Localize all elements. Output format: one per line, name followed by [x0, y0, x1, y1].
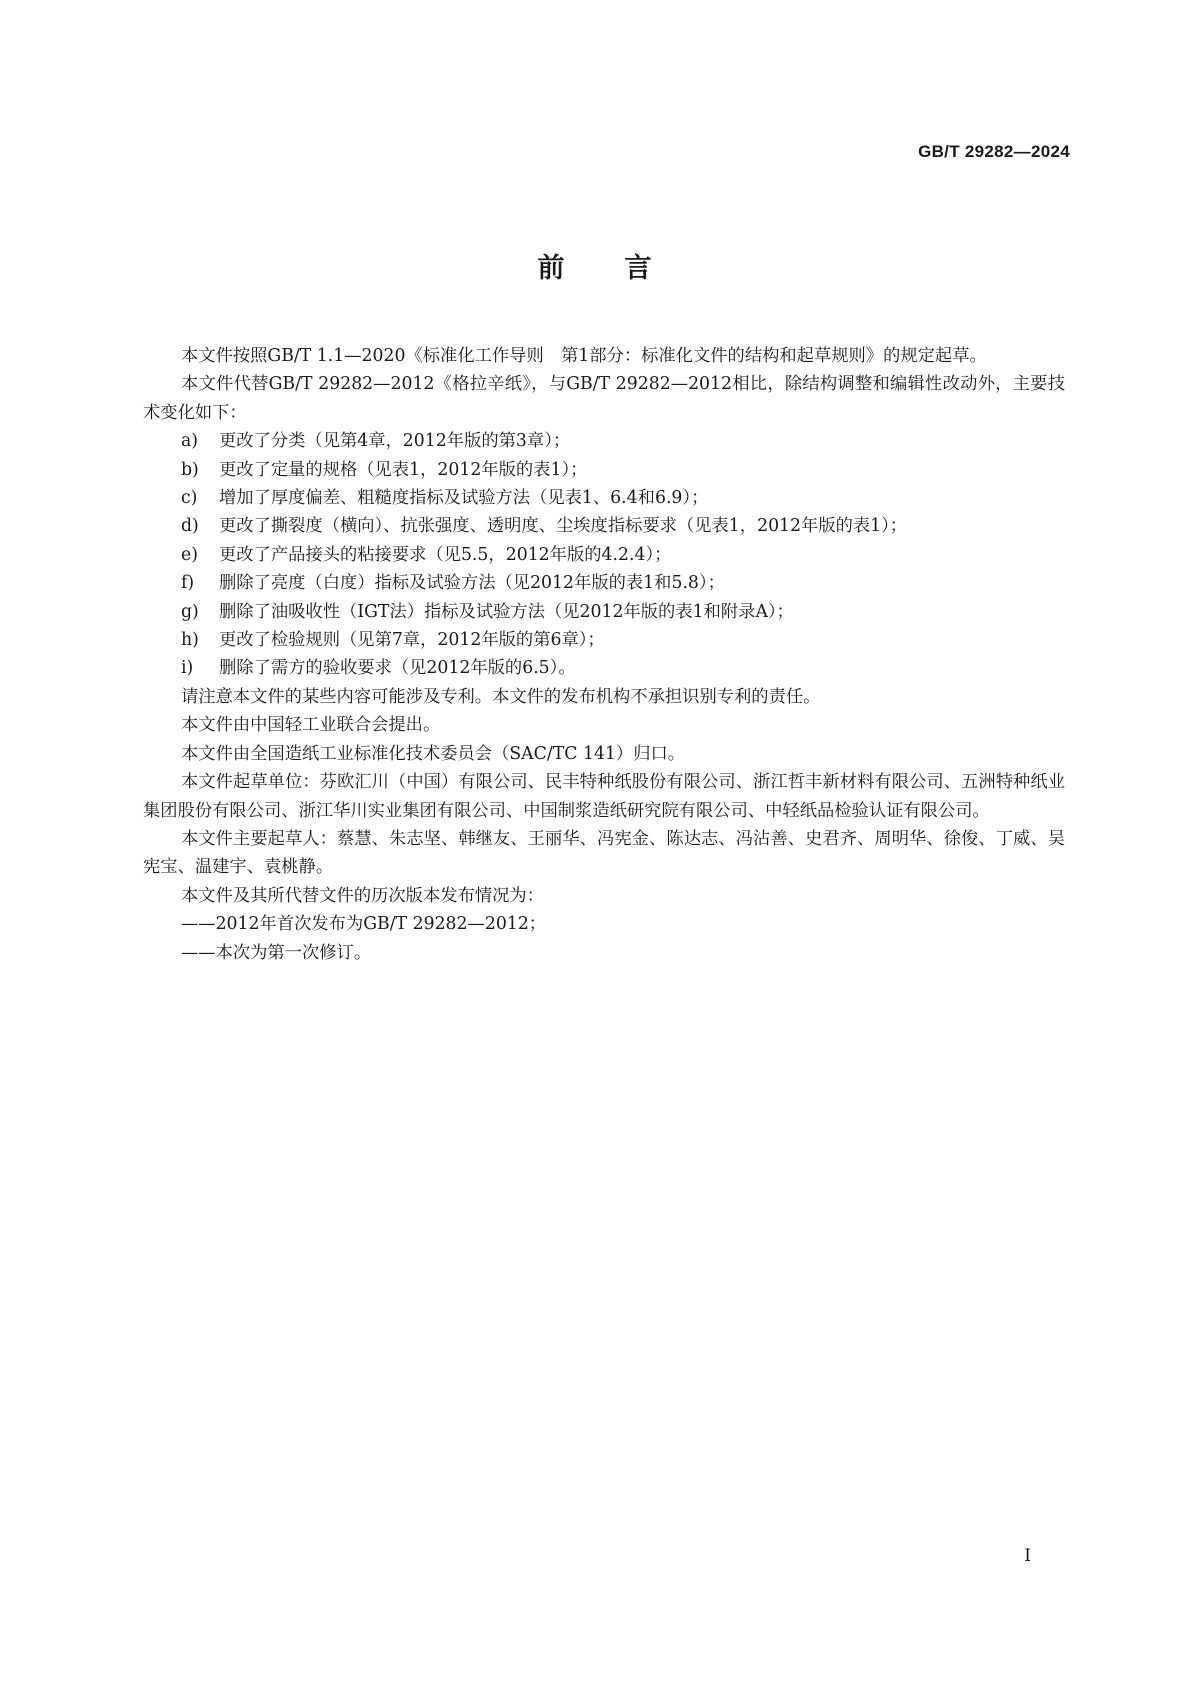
change-item: [143, 654, 1065, 682]
change-item: [143, 484, 1065, 512]
change-item: [143, 512, 1065, 540]
change-item-mark: a): [181, 431, 199, 452]
change-item-text: 更改了检验规则（见第7章，2012年版的第6章）；: [219, 630, 605, 651]
title-char-2: 言: [624, 253, 654, 284]
change-item-text: 删除了亮度（白度）指标及试验方法（见2012年版的表1和5.8）；: [219, 573, 725, 594]
change-item-mark: e): [181, 544, 198, 565]
title-char-1: 前: [537, 253, 567, 284]
paragraph-drafters: 本文件主要起草人：蔡慧、朱志坚、韩继友、王丽华、冯宪金、陈达志、冯沾善、史君齐、周明华、徐俊、丁威、吴宪宝、温建宇、袁桃静。: [143, 828, 1065, 878]
change-item-mark: i): [181, 658, 194, 679]
change-item-text: 删除了需方的验收要求（见2012年版的6.5）。: [219, 658, 576, 679]
change-item-mark: c): [181, 488, 198, 509]
change-item-text: 更改了定量的规格（见表1，2012年版的表1）；: [219, 459, 588, 480]
change-item-text: 更改了分类（见第4章，2012年版的第3章）；: [219, 431, 571, 452]
change-item-text: 增加了厚度偏差、粗糙度指标及试验方法（见表1、6.4和6.9）；: [219, 488, 709, 509]
page-title: [0, 246, 1191, 285]
change-item: [143, 569, 1065, 597]
paragraph-patent-notice: 请注意本文件的某些内容可能涉及专利。本文件的发布机构不承担识别专利的责任。: [181, 686, 821, 707]
change-item-mark: h): [181, 630, 199, 651]
history-item: ——本次为第一次修订。: [181, 942, 372, 963]
change-item-mark: f): [181, 573, 195, 594]
paragraph-replacement: 本文件代替GB/T 29282—2012《格拉辛纸》，与GB/T 29282—2012相比，除结构调整和编辑性改动外，主要技术变化如下：: [143, 374, 1065, 423]
history-item: ——2012年首次发布为GB/T 29282—2012；: [181, 914, 547, 935]
paragraph-proposer: 本文件由中国轻工业联合会提出。: [181, 715, 441, 736]
page-number: I: [1024, 1546, 1031, 1566]
paragraph-drafting-rules: 本文件按照GB/T 1.1—2020《标准化工作导则 第1部分：标准化文件的结构和起草规则》的规定起草。: [181, 346, 987, 366]
change-item-text: 更改了产品接头的粘接要求（见5.5，2012年版的4.2.4）；: [219, 544, 672, 565]
foreword-body: [143, 342, 1065, 967]
paragraph-history-intro: 本文件及其所代替文件的历次版本发布情况为：: [181, 885, 544, 906]
paragraph-drafting-units: 本文件起草单位：芬欧汇川（中国）有限公司、民丰特种纸股份有限公司、浙江哲丰新材料有限公司、五洲特种纸业集团股份有限公司、浙江华川实业集团有限公司、中国制浆造纸研究院有限公司、中轻纸品检验认证有限公司。: [143, 772, 1065, 821]
change-item-mark: g): [181, 601, 199, 622]
change-item-mark: b): [181, 459, 199, 480]
change-item: [143, 456, 1065, 484]
change-item-mark: d): [181, 516, 199, 537]
change-item: [143, 626, 1065, 654]
change-item: [143, 427, 1065, 455]
paragraph-committee: 本文件由全国造纸工业标准化技术委员会（SAC/TC 141）归口。: [181, 743, 686, 764]
change-item: [143, 541, 1065, 569]
change-item-text: 更改了撕裂度（横向）、抗张强度、透明度、尘埃度指标要求（见表1，2012年版的表1）；: [219, 516, 908, 537]
change-item: [143, 598, 1065, 626]
document-code: GB/T 29282—2024: [918, 142, 1070, 161]
change-item-text: 删除了油吸收性（IGT法）指标及试验方法（见2012年版的表1和附录A）；: [219, 601, 794, 622]
